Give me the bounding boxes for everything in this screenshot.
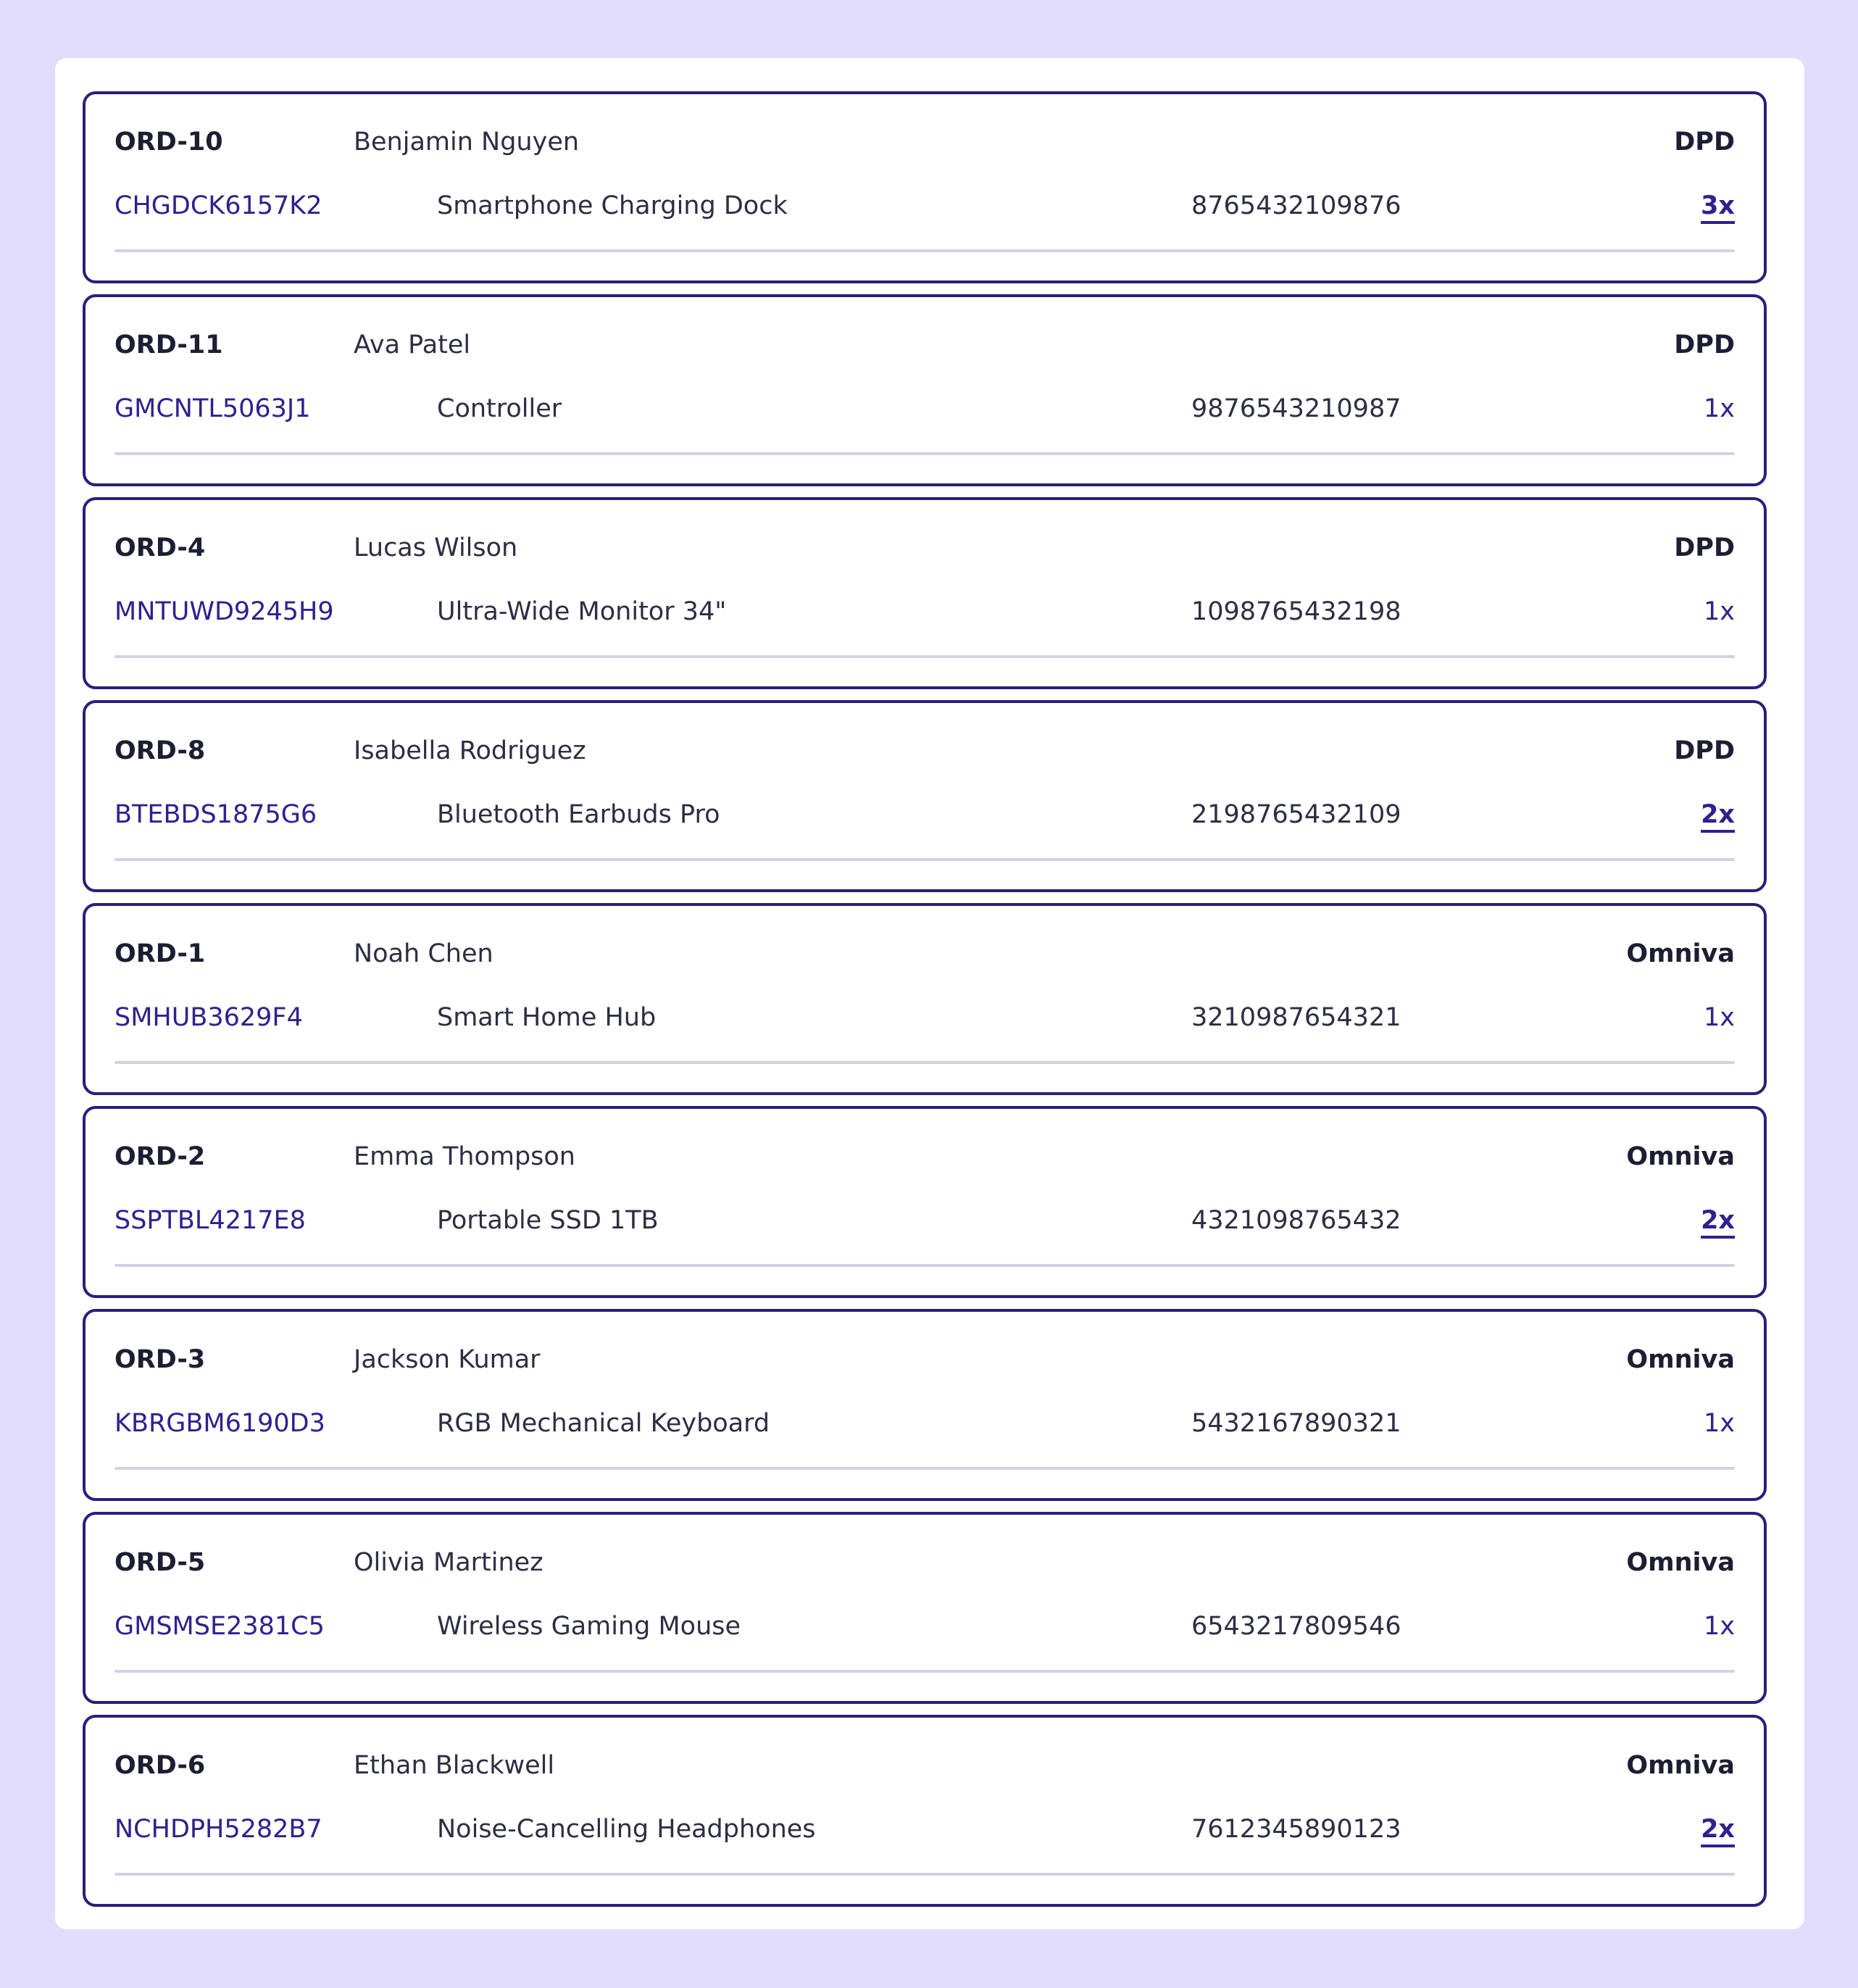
customer-name: Olivia Martinez (354, 1548, 543, 1577)
order-header (86, 326, 1764, 364)
order-line (86, 593, 1764, 631)
order-list (83, 91, 1767, 1918)
order-id: ORD-10 (114, 128, 223, 157)
barcode: 5432167890321 (1191, 1409, 1401, 1438)
order-id: ORD-2 (114, 1142, 206, 1171)
sku-link[interactable]: NCHDPH5282B7 (114, 1815, 322, 1844)
carrier-name: DPD (1674, 533, 1735, 562)
customer-name: Ethan Blackwell (354, 1751, 555, 1780)
product-name: Smart Home Hub (437, 1003, 657, 1032)
carrier-name: Omniva (1626, 1345, 1735, 1374)
sku-link[interactable]: SMHUB3629F4 (114, 1003, 303, 1032)
barcode: 9876543210987 (1191, 394, 1401, 423)
divider (114, 1264, 1735, 1267)
quantity[interactable]: 2x (1701, 800, 1735, 829)
order-header (86, 935, 1764, 973)
product-name: Ultra-Wide Monitor 34" (437, 597, 727, 626)
order-card[interactable] (83, 497, 1767, 689)
order-card[interactable] (83, 700, 1767, 892)
order-card[interactable] (83, 1106, 1767, 1298)
carrier-name: DPD (1674, 736, 1735, 765)
divider (114, 452, 1735, 455)
order-line (86, 796, 1764, 833)
quantity: 1x (1704, 1003, 1735, 1032)
customer-name: Lucas Wilson (354, 533, 518, 562)
carrier-name: DPD (1674, 330, 1735, 359)
product-name: Portable SSD 1TB (437, 1206, 659, 1235)
order-id: ORD-4 (114, 533, 206, 562)
order-card[interactable] (83, 1715, 1767, 1907)
order-id: ORD-11 (114, 330, 223, 359)
order-header (86, 1341, 1764, 1378)
barcode: 2198765432109 (1191, 800, 1401, 829)
order-header (86, 732, 1764, 770)
divider (114, 1061, 1735, 1064)
order-line (86, 1608, 1764, 1645)
quantity[interactable]: 2x (1701, 1815, 1735, 1844)
barcode: 4321098765432 (1191, 1206, 1401, 1235)
order-header (86, 1747, 1764, 1784)
quantity: 1x (1704, 1612, 1735, 1641)
customer-name: Ava Patel (354, 330, 471, 359)
carrier-name: Omniva (1626, 1142, 1735, 1171)
product-name: Bluetooth Earbuds Pro (437, 800, 720, 829)
customer-name: Benjamin Nguyen (354, 128, 580, 157)
order-card[interactable] (83, 91, 1767, 283)
quantity[interactable]: 2x (1701, 1206, 1735, 1235)
order-header (86, 1138, 1764, 1176)
carrier-name: Omniva (1626, 1548, 1735, 1577)
sku-link[interactable]: SSPTBL4217E8 (114, 1206, 306, 1235)
customer-name: Emma Thompson (354, 1142, 575, 1171)
order-header (86, 529, 1764, 567)
order-line (86, 187, 1764, 225)
product-name: Noise-Cancelling Headphones (437, 1815, 816, 1844)
order-id: ORD-6 (114, 1751, 206, 1780)
customer-name: Jackson Kumar (354, 1345, 541, 1374)
order-card[interactable] (83, 1512, 1767, 1704)
order-card[interactable] (83, 1309, 1767, 1501)
customer-name: Noah Chen (354, 939, 493, 968)
order-header (86, 123, 1764, 161)
barcode: 7612345890123 (1191, 1815, 1401, 1844)
sku-link[interactable]: MNTUWD9245H9 (114, 597, 334, 626)
sku-link[interactable]: CHGDCK6157K2 (114, 191, 322, 220)
customer-name: Isabella Rodriguez (354, 736, 586, 765)
barcode: 6543217809546 (1191, 1612, 1401, 1641)
sku-link[interactable]: GMCNTL5063J1 (114, 394, 311, 423)
order-id: ORD-8 (114, 736, 206, 765)
product-name: Smartphone Charging Dock (437, 191, 788, 220)
barcode: 3210987654321 (1191, 1003, 1401, 1032)
order-line (86, 1202, 1764, 1239)
sku-link[interactable]: GMSMSE2381C5 (114, 1612, 325, 1641)
divider (114, 249, 1735, 252)
carrier-name: Omniva (1626, 939, 1735, 968)
barcode: 1098765432198 (1191, 597, 1401, 626)
order-header (86, 1544, 1764, 1581)
divider (114, 655, 1735, 658)
order-line (86, 1810, 1764, 1848)
divider (114, 1467, 1735, 1470)
order-id: ORD-5 (114, 1548, 206, 1577)
divider (114, 1873, 1735, 1876)
quantity: 1x (1704, 597, 1735, 626)
order-line (86, 390, 1764, 428)
sku-link[interactable]: KBRGBM6190D3 (114, 1409, 325, 1438)
order-id: ORD-1 (114, 939, 206, 968)
divider (114, 1670, 1735, 1673)
divider (114, 858, 1735, 861)
quantity[interactable]: 3x (1701, 191, 1735, 220)
quantity: 1x (1704, 1409, 1735, 1438)
orders-panel (55, 58, 1804, 1929)
product-name: RGB Mechanical Keyboard (437, 1409, 770, 1438)
quantity: 1x (1704, 394, 1735, 423)
carrier-name: DPD (1674, 128, 1735, 157)
product-name: Controller (437, 394, 562, 423)
order-card[interactable] (83, 294, 1767, 486)
order-line (86, 1405, 1764, 1442)
barcode: 8765432109876 (1191, 191, 1401, 220)
order-line (86, 999, 1764, 1036)
carrier-name: Omniva (1626, 1751, 1735, 1780)
order-id: ORD-3 (114, 1345, 206, 1374)
sku-link[interactable]: BTEBDS1875G6 (114, 800, 317, 829)
order-card[interactable] (83, 903, 1767, 1095)
product-name: Wireless Gaming Mouse (437, 1612, 741, 1641)
